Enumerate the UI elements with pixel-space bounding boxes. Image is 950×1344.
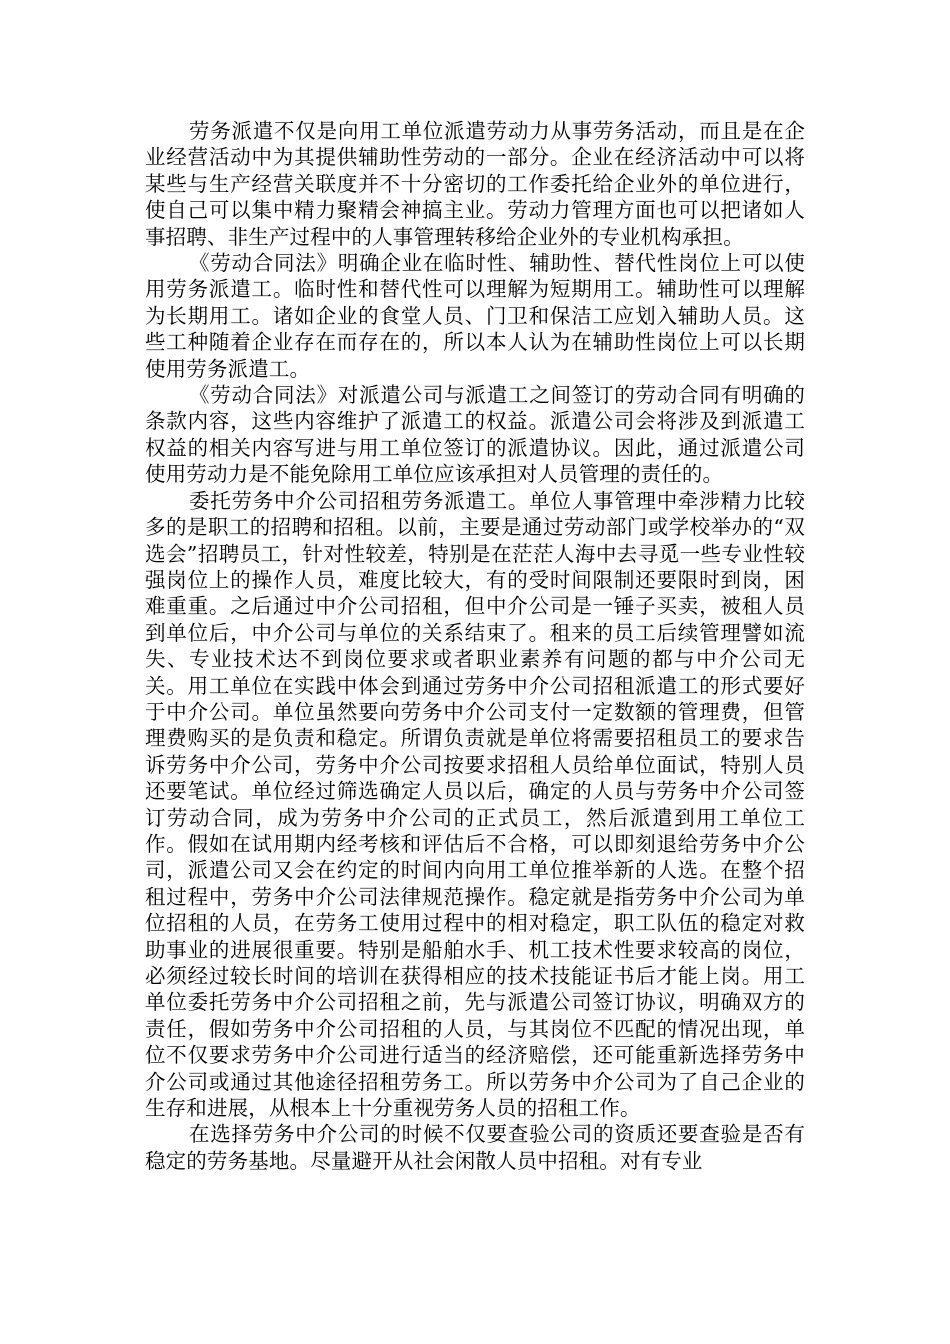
paragraph-labor-contract-law-positions: 《劳动合同法》明确企业在临时性、辅助性、替代性岗位上可以使用劳务派遣工。临时性和替代性可以理解为短期用工。辅助性可以理解为长期用工。诸如企业的食堂人员、门卫和保洁工应划入辅助人员。这些工种随着企业存在而存在的，所以本人认为在辅助性岗位上可以长期使用劳务派遣工。: [145, 251, 805, 381]
paragraph-agency-recruitment: 委托劳务中介公司招租劳务派遣工。单位人事管理中牵涉精力比较多的是职工的招聘和招租。以前，主要是通过劳动部门或学校举办的“双选会”招聘员工，针对性较差，特别是在茫茫人海中去寻觅一些专业性较强岗位上的操作人员，难度比较大，有的受时间限制还要限时到岗，困难重重。之后通过中介公司招租，但中介公司是一锤子买卖，被租人员到单位后，中介公司与单位的关系结束了。租来的员工后续管理譬如流失、专业技术达不到岗位要求或者职业素养有问题的都与中介公司无关。用工单位在实践中体会到通过劳务中介公司招租派遣工的形式要好于中介公司。单位虽然要向劳务中介公司支付一定数额的管理费，但管理费购买的是负责和稳定。所谓负责就是单位将需要招租员工的要求告诉劳务中介公司，劳务中介公司按要求招租人员给单位面试，特别人员还要笔试。单位经过筛选确定人员以后，确定的人员与劳务中介公司签订劳动合同，成为劳务中介公司的正式员工，然后派遣到用工单位工作。假如在试用期内经考核和评估后不合格，可以即刻退给劳务中介公司，派遣公司又会在约定的时间内向用工单位推举新的人选。在整个招租过程中，劳务中介公司法律规范操作。稳定就是指劳务中介公司为单位招租的人员，在劳务工使用过程中的相对稳定，职工队伍的稳定对救助事业的进展很重要。特别是船舶水手、机工技术性要求较高的岗位，必须经过较长时间的培训在获得相应的技术技能证书后才能上岗。用工单位委托劳务中介公司招租之前，先与派遣公司签订协议，明确双方的责任，假如劳务中介公司招租的人员，与其岗位不匹配的情况出现，单位不仅要求劳务中介公司进行适当的经济赔偿，还可能重新选择劳务中介公司或通过其他途径招租劳务工。所以劳务中介公司为了自己企业的生存和进展，从根本上十分重视劳务人员的招租工作。: [145, 488, 805, 1121]
paragraph-agency-selection: 在选择劳务中介公司的时候不仅要查验公司的资质还要查验是否有稳定的劳务基地。尽量避开从社会闲散人员中招租。对有专业: [145, 1122, 805, 1173]
document-page: [145, 118, 805, 1174]
paragraph-dispatch-overview: 劳务派遣不仅是向用工单位派遣劳动力从事劳务活动，而且是在企业经营活动中为其提供辅助性劳动的一部分。企业在经济活动中可以将某些与生产经营关联度并不十分密切的工作委托给企业外的单位进行，使自己可以集中精力聚精会神搞主业。劳动力管理方面也可以把诸如人事招聘、非生产过程中的人事管理转移给企业外的专业机构承担。: [145, 119, 805, 249]
paragraph-labor-contract-law-rights: 《劳动合同法》对派遣公司与派遣工之间签订的劳动合同有明确的条款内容，这些内容维护了派遣工的权益。派遣公司会将涉及到派遣工权益的相关内容写进与用工单位签订的派遣协议。因此，通过派遣公司使用劳动力是不能免除用工单位应该承担对人员管理的责任的。: [145, 383, 805, 487]
